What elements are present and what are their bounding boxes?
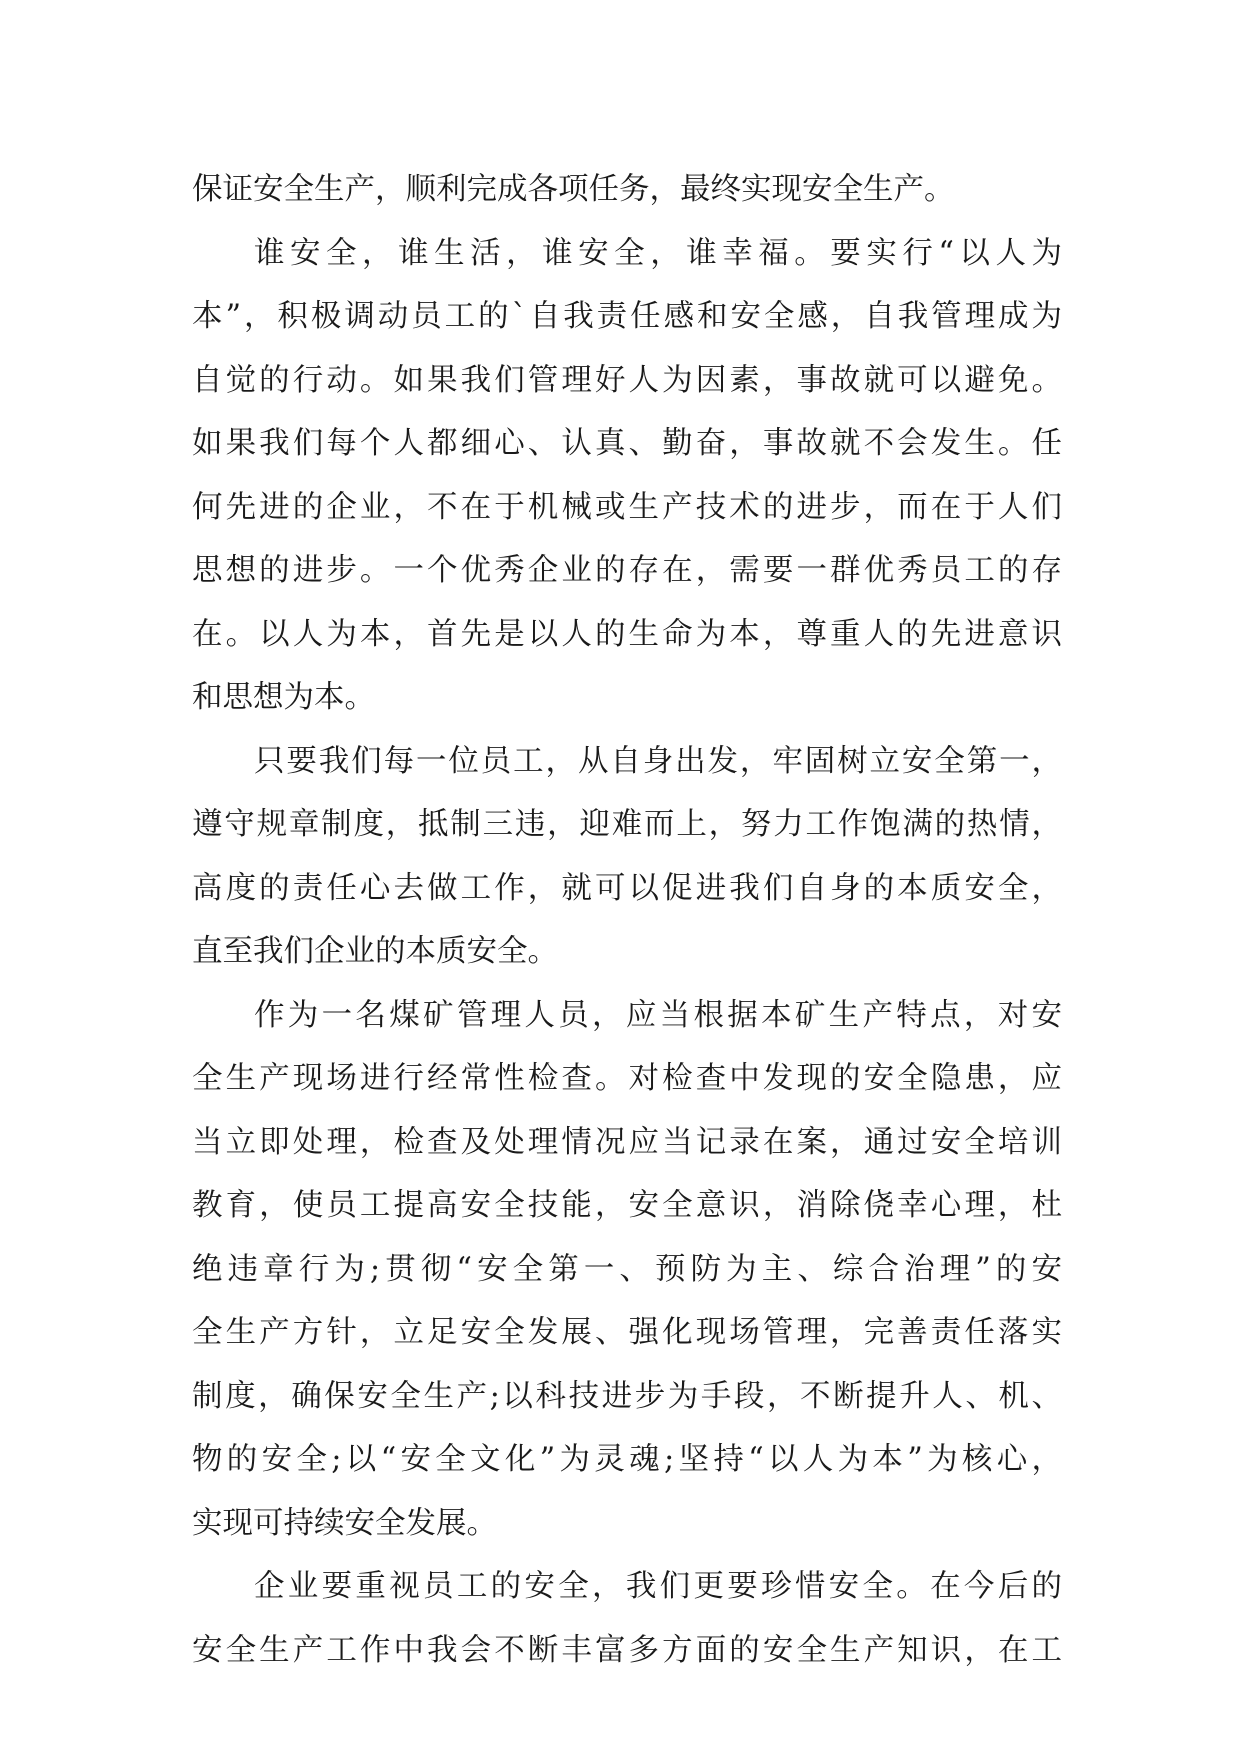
text-line: 绝违章行为;贯彻“安全第一、预防为主、综合治理”的安: [192, 1251, 1062, 1287]
text-line: 安全生产工作中我会不断丰富多方面的安全生产知识，在工: [192, 1632, 1062, 1668]
text-line: 本”，积极调动员工的`自我责任感和安全感，自我管理成为: [192, 299, 1062, 334]
text-line: 实现可持续安全发展。: [192, 1505, 497, 1541]
paragraph-4: [192, 984, 1062, 1556]
paragraph-5: [192, 1555, 1062, 1682]
text-line: 在。以人为本，首先是以人的生命为本，尊重人的先进意识: [192, 616, 1062, 652]
text-line: 遵守规章制度，抵制三违，迎难而上，努力工作饱满的热情，: [192, 807, 1062, 842]
text-line: 如果我们每个人都细心、认真、勤奋，事故就不会发生。任: [192, 426, 1062, 461]
paragraph-1: [192, 158, 1062, 222]
text-line: 和思想为本。: [192, 680, 375, 715]
text-line: 物的安全;以“安全文化”为灵魂;坚持“以人为本”为核心，: [192, 1442, 1062, 1477]
text-line: 作为一名煤矿管理人员，应当根据本矿生产特点，对安: [254, 997, 1062, 1033]
text-line: 谁安全，谁生活，谁安全，谁幸福。要实行“以人为: [254, 235, 1062, 271]
text-line: 直至我们企业的本质安全。: [192, 934, 558, 969]
text-line: 保证安全生产，顺利完成各项任务，最终实现安全生产。: [192, 172, 955, 207]
text-line: 企业要重视员工的安全，我们更要珍惜安全。在今后的: [254, 1569, 1062, 1604]
text-line: 教育，使员工提高安全技能，安全意识，消除侥幸心理，杜: [192, 1188, 1062, 1223]
paragraph-2: [192, 222, 1062, 730]
text-line: 自觉的行动。如果我们管理好人为因素，事故就可以避免。: [192, 362, 1062, 398]
document-body: [192, 158, 1062, 1682]
text-line: 高度的责任心去做工作，就可以促进我们自身的本质安全，: [192, 870, 1062, 906]
text-line: 思想的进步。一个优秀企业的存在，需要一群优秀员工的存: [192, 553, 1062, 588]
text-line: 全生产方针，立足安全发展、强化现场管理，完善责任落实: [192, 1315, 1062, 1350]
text-line: 制度，确保安全生产;以科技进步为手段，不断提升人、机、: [192, 1378, 1062, 1414]
text-line: 只要我们每一位员工，从自身出发，牢固树立安全第一，: [254, 743, 1062, 779]
paragraph-3: [192, 730, 1062, 984]
text-line: 全生产现场进行经常性检查。对检查中发现的安全隐患，应: [192, 1061, 1062, 1096]
text-line: 何先进的企业，不在于机械或生产技术的进步，而在于人们: [192, 489, 1062, 525]
text-line: 当立即处理，检查及处理情况应当记录在案，通过安全培训: [192, 1124, 1062, 1160]
